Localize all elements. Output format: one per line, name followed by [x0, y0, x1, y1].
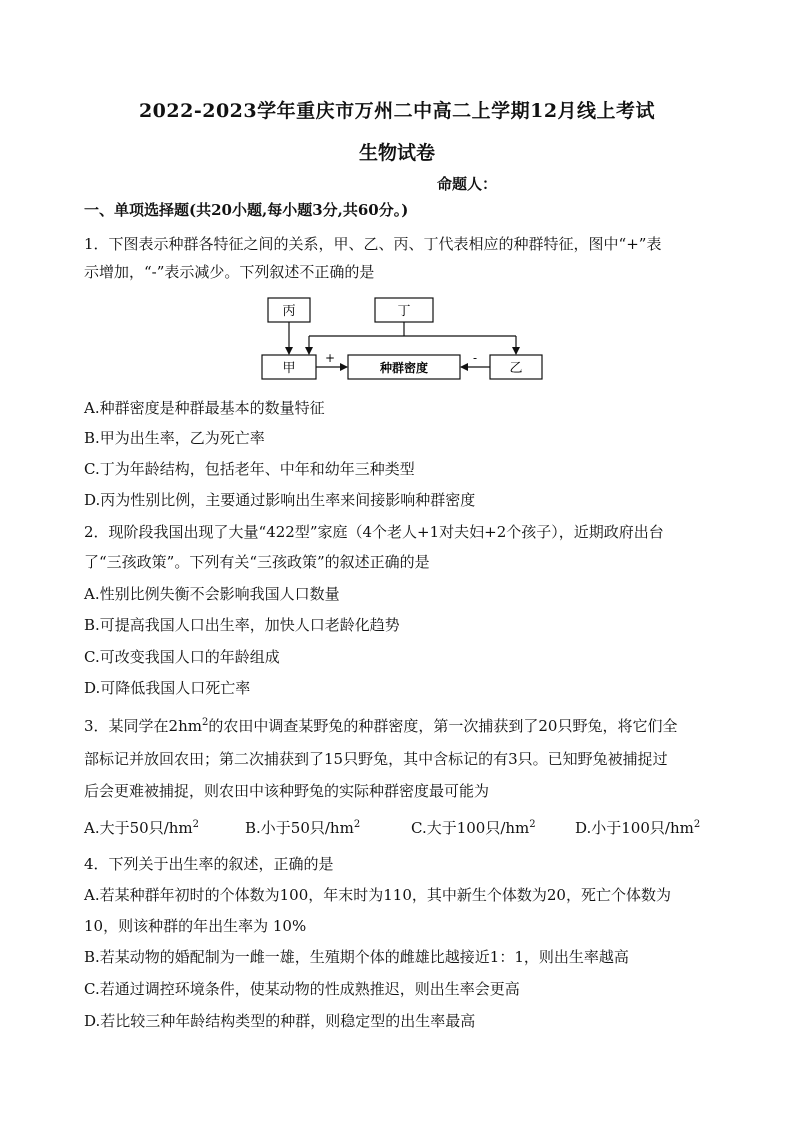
q2-option-a: A.性别比例失衡不会影响我国人口数量: [84, 585, 340, 603]
q2-option-b: B.可提高我国人口出生率，加快人口老龄化趋势: [84, 616, 400, 634]
q3-stem-sup: 2: [201, 717, 209, 728]
population-feature-diagram: [260, 292, 550, 382]
q3-option-d-sup: 2: [693, 819, 701, 830]
q3-option-c-text: C.大于100只/hm: [411, 819, 530, 837]
q1-option-a: A.种群密度是种群最基本的数量特征: [84, 399, 325, 417]
box-bing-label: 丙: [282, 304, 296, 319]
q3-option-d: [575, 818, 700, 838]
q2-stem-line2: 了“三孩政策”。下列有关“三孩政策”的叙述正确的是: [84, 553, 430, 571]
q1-option-c: C.丁为年龄结构，包括老年、中年和幼年三种类型: [84, 460, 415, 478]
q1-stem-line2: 示增加，“-”表示减少。下列叙述不正确的是: [84, 263, 375, 281]
q3-stem-line3: 后会更难被捕捉，则农田中该种野兔的实际种群密度最可能为: [84, 782, 490, 800]
q3-option-c-sup: 2: [529, 819, 536, 830]
q3-stem-line1: [84, 716, 724, 736]
q1-stem-line1: 1．下图表示种群各特征之间的关系，甲、乙、丙、丁代表相应的种群特征，图中“+”表: [84, 235, 662, 253]
q1-option-b: B.甲为出生率，乙为死亡率: [84, 429, 265, 447]
section-heading: 一、单项选择题(共20小题,每小题3分,共60分。): [84, 201, 409, 219]
author-label: 命题人：: [437, 175, 498, 193]
q3-option-d-text: D.小于100只/hm: [575, 819, 694, 837]
q2-option-c: C.可改变我国人口的年龄组成: [84, 648, 280, 666]
q3-option-a-sup: 2: [192, 819, 200, 830]
box-jia-label: 甲: [282, 361, 296, 376]
q4-option-a-line1: A.若某种群年初时的个体数为100，年末时为110，其中新生个体数为20，死亡个体数为: [84, 886, 671, 904]
box-ding-label: 丁: [397, 304, 411, 319]
q4-option-d: D.若比较三种年龄结构类型的种群，则稳定型的出生率最高: [84, 1012, 476, 1030]
q3-options-row: [84, 818, 724, 838]
q3-option-b-text: B.小于50只/hm: [245, 819, 354, 837]
q3-option-c: [411, 818, 536, 838]
q1-option-d: D.丙为性别比例，主要通过影响出生率来间接影响种群密度: [84, 491, 476, 509]
box-density-label: 种群密度: [379, 361, 429, 375]
q3-option-a: [84, 818, 199, 838]
q3-stem-line1-b: 的农田中调查某野兔的种群密度，第一次捕获到了20只野兔，将它们全: [208, 717, 678, 735]
box-yi-label: 乙: [509, 361, 523, 376]
q4-option-c: C.若通过调控环境条件，使某动物的性成熟推迟，则出生率会更高: [84, 980, 520, 998]
plus-sign: +: [324, 351, 336, 365]
q4-stem: 4．下列关于出生率的叙述，正确的是: [84, 855, 334, 873]
exam-title: 2022-2023学年重庆市万州二中高二上学期12月线上考试: [138, 100, 656, 122]
q4-option-b: B.若某动物的婚配制为一雌一雄，生殖期个体的雌雄比越接近1：1，则出生率越高: [84, 948, 629, 966]
minus-sign: -: [472, 351, 478, 365]
q3-stem-line2: 部标记并放回农田；第二次捕获到了15只野兔，其中含标记的有3只。已知野兔被捕捉过: [84, 750, 668, 768]
q3-option-a-text: A.大于50只/hm: [84, 819, 193, 837]
q3-option-b: [245, 818, 360, 838]
q4-option-a-line2: 10，则该种群的年出生率为 10%: [84, 917, 307, 935]
q3-option-b-sup: 2: [353, 819, 361, 830]
q3-stem-line1-a: 3．某同学在2hm: [84, 717, 202, 735]
exam-subtitle: 生物试卷: [358, 142, 435, 164]
q2-option-d: D.可降低我国人口死亡率: [84, 679, 251, 697]
q2-stem-line1: 2．现阶段我国出现了大量“422型”家庭（4个老人+1对夫妇+2个孩子），近期政府出台: [84, 523, 664, 541]
